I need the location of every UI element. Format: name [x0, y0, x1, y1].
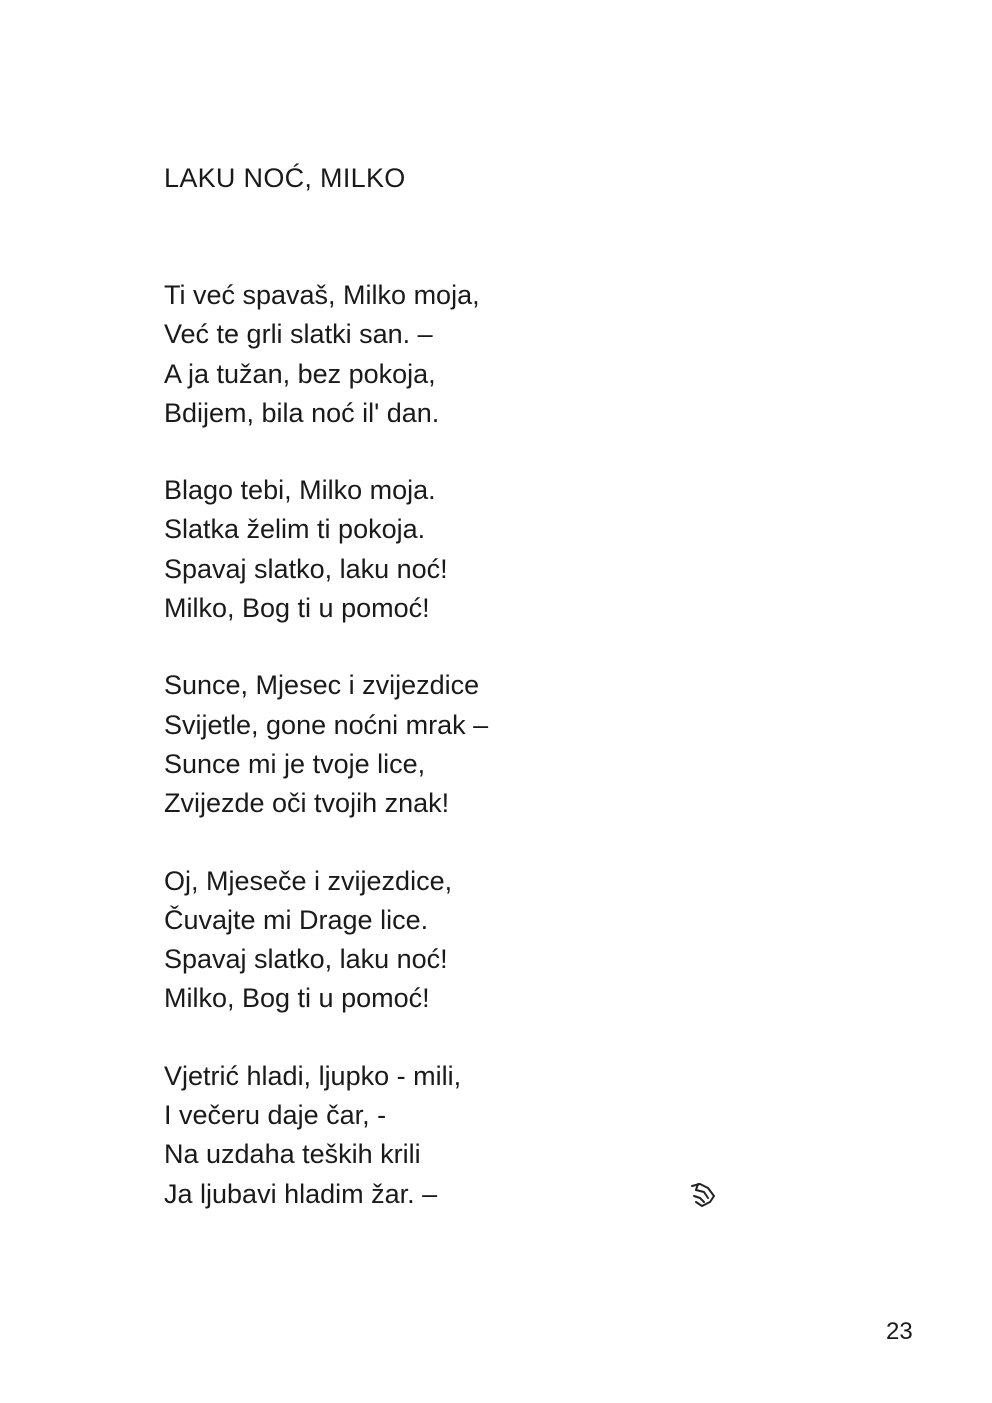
poem-line: Blago tebi, Milko moja. [164, 475, 436, 506]
poem-line: Već te grli slatki san. – [164, 319, 433, 350]
poem-line: Oj, Mjeseče i zvijezdice, [164, 865, 453, 896]
poem-line: Ti već spavaš, Milko moja, [164, 280, 480, 310]
stanza-5 [164, 1057, 724, 1214]
stanza-1 [164, 276, 724, 433]
poem-line: Milko, Bog ti u pomoć! [164, 593, 430, 624]
poem-title: LAKU NOĆ, MILKO [164, 163, 406, 193]
poem-line: Čuvajte mi Drage lice. [164, 904, 429, 935]
stanza-3 [164, 666, 724, 823]
poem-line: Sunce, Mjesec i zvijezdice [164, 670, 480, 701]
poem-line: Spavaj slatko, laku noć! [164, 553, 448, 584]
poem-line: Na uzdaha teških krili [164, 1139, 421, 1170]
page-turn-hand-icon [686, 1178, 720, 1212]
poem-line: Slatka želim ti pokoja. [164, 514, 426, 545]
poem-line: Bdijem, bila noć il' dan. [164, 397, 440, 428]
poem-line: I večeru daje čar, - [164, 1100, 387, 1131]
page-number: 23 [886, 1318, 913, 1345]
poem-line: A ja tužan, bez pokoja, [164, 358, 436, 389]
poem-line: Svijetle, gone noćni mrak – [164, 709, 489, 740]
stanza-4 [164, 862, 724, 1019]
poem-line: Zvijezde oči tvojih znak! [164, 788, 450, 819]
poem-body [164, 276, 724, 1252]
poem-line: Milko, Bog ti u pomoć! [164, 983, 430, 1014]
poem-line: Spavaj slatko, laku noć! [164, 944, 448, 975]
poem-line: Sunce mi je tvoje lice, [164, 748, 426, 779]
poem-line: Ja ljubavi hladim žar. – [164, 1178, 438, 1209]
poem-line: Vjetrić hladi, ljupko - mili, [164, 1060, 462, 1091]
stanza-2 [164, 471, 724, 628]
